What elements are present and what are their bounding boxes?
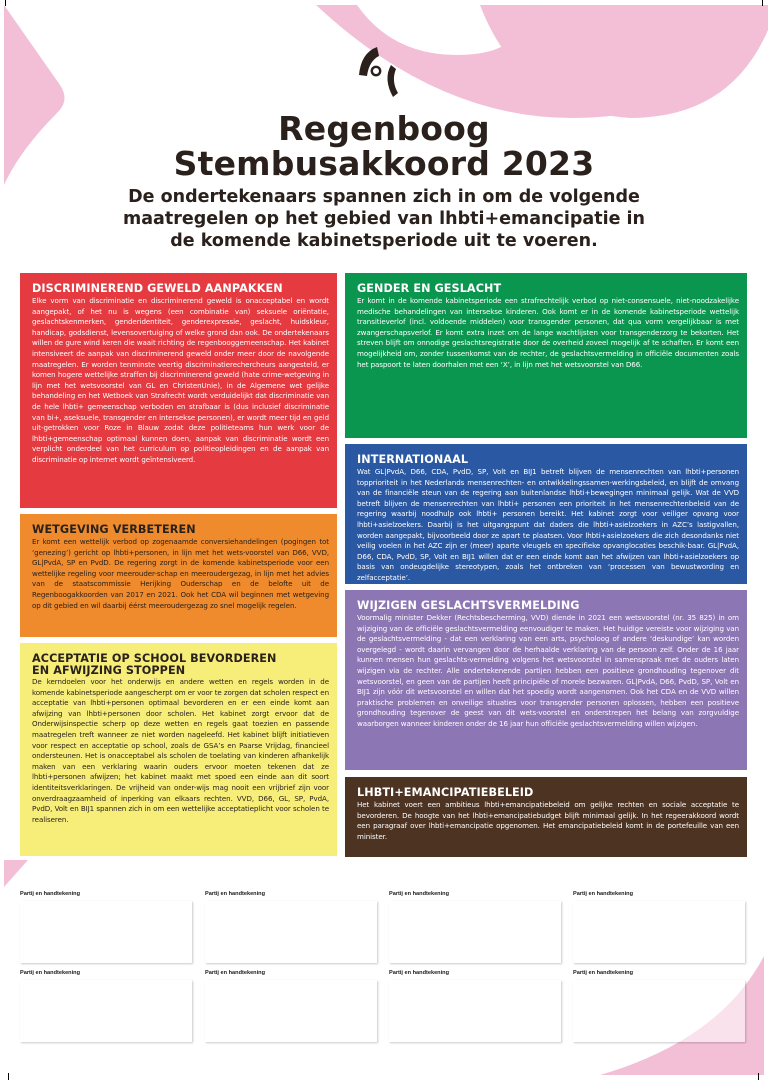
signature-label: Partij en handtekening: [20, 891, 80, 897]
signature-label: Partij en handtekening: [389, 970, 449, 976]
section-body: Er komt in de komende kabinetsperiode een strafrechtelijk verbod op niet-consensuele, niet-noodzakelijke medische behandelingen van intersekse kinderen. Ook komt er in de komende kabinetsperiode wettelijk transitieverlof (incl. voldoende middelen) voor transgender personen, dat qua vorm vergelijkbaar is met zwangerschapsverlof. Er komt extra inzet om de lange wachtlijsten voor transgenderzorg te bekorten. Het streven blijft om onnodige geslachtsregistratie door de overheid zoveel mogelijk af te schaffen. Er komt een mogelijkheid om, zonder tussenkomst van de rechter, de geslachtsvermelding in officiële documenten zoals het paspoort te laten doorhalen met een ‘X’, in lijn met het wetsvoorstel van D66.: [357, 296, 739, 369]
section-wetgeving: [20, 514, 337, 637]
section-geslachtsvermelding: [345, 590, 747, 770]
signature-box[interactable]: [389, 980, 561, 1042]
section-title-line: ACCEPTATIE OP SCHOOL BEVORDEREN: [32, 652, 277, 665]
signature-box[interactable]: [205, 980, 377, 1042]
signature-label: Partij en handtekening: [20, 970, 80, 976]
signature-field[interactable]: [573, 891, 745, 963]
section-discriminerend-geweld: [20, 273, 337, 508]
signature-field[interactable]: [20, 970, 192, 1042]
signature-label: Partij en handtekening: [205, 891, 265, 897]
page-subtitle: [0, 186, 768, 252]
signature-box[interactable]: [573, 901, 745, 963]
section-body: Voormalig minister Dekker (Rechtsbescherming, VVD) diende in 2021 een wetsvoorstel (nr. 35 825) in om wijziging van de officiële geslachtsvermelding eenvoudiger te maken. Het huidige vereiste voor wijziging van de geslachtsvermelding - dat een verklaring van een arts, psycholoog of andere ‘deskundige’ kan worden overgelegd - wordt daarin vervangen door de herhaalde verklaring van de persoon zelf. Onder de 16 jaar kunnen mensen hun geslachts-vermelding volgens het wetsvoorstel in samenspraak met de ouders laten wijzigen via de rechter. Alle ondertekenende partijen hebben een positieve grondhouding tegenover dit wetsvoorstel, en geen van de partijen heeft principiële of morele bezwaren. GL|PvdA, D66, PvdD, SP, Volt en BIJ1 zijn vóór dit wetsvoorstel en willen dat het spoedig wordt aangenomen. Ook het CDA en de VVD willen praktische problemen en onveilige situaties voor transgender personen oplossen, hebben een positieve grondhouding tegenover de geest van dit wets-voorstel en onderstrepen het belang van zorgvuldige waarborgen wanneer kinderen onder de 16 jaar hun officiële geslachtsvermelding willen wijzigen.: [357, 613, 739, 728]
section-body: Er komt een wettelijk verbod op zogenaamde conversiehandelingen (pogingen tot ‘genezing’) gericht op lhbti+personen, in lijn met het wets-voorstel van D66, VVD, GL|PvdA, SP en PvdD. De regering zorgt in de komende kabinetsperiode voor een wettelijke regeling voor meerouder-schap en meeroudergezag, in lijn met het advies van de staatscommissie Herijking Ouderschap en de belofte uit de Regenboogakkoorden van 2017 en 2021. Ook het CDA wil beginnen met wetgeving op dit gebied en wil daarbij éérst meeroudergezag zo snel mogelijk regelen.: [32, 537, 329, 610]
coc-logo-icon: [355, 45, 403, 103]
pink-bottom-left-shape: [0, 855, 40, 895]
signature-box[interactable]: [573, 980, 745, 1042]
section-title-line: EN AFWIJZING STOPPEN: [32, 663, 186, 677]
signature-field[interactable]: [20, 891, 192, 963]
page-title: [0, 111, 768, 181]
section-title: DISCRIMINEREND GEWELD AANPAKKEN: [32, 282, 283, 295]
section-title: GENDER EN GESLACHT: [357, 282, 502, 295]
section-body: Wat GL|PvdA, D66, CDA, PvdD, SP, Volt en BIJ1 betreft blijven de mensenrechten van lhbti+personen topprioriteit in het Nederlands mensenrechten- en ontwikkelingssamen-werkingsbeleid, en blijft de omvang van de financiële steun van de regering aan buitenlandse lhbti+bewegingen minimaal gelijk. Wat de VVD betreft blijven de mensenrechten van lhbti+ personen een prioriteit in het mensenrechtenbeleid van de regering waarbij noodhulp ook lhbti+ personen bereikt. Het kabinet zorgt voor veiliger opvang voor lhbti+asielzoekers. Daarbij is het uitgangspunt dat daders die lhbti+asielzoekers in AZC’s lastigvallen, worden aangepakt, bijvoorbeeld door ze apart te plaatsen. Voor lhbti+asielzoekers die zich desondanks niet veilig voelen in het AZC zijn er (meer) aparte vleugels en specifieke opvanglocaties beschik-baar. GL|PvdA, D66, CDA, PvdD, SP, Volt en BIJ1 willen dat er een einde komt aan het afwijzen van lhbti+asielzoekers op basis van ondeugdelijke stereotypen, zoals het ontbreken van ‘processen van bewustwording en zelfacceptatie’.: [357, 467, 739, 582]
section-title: WETGEVING VERBETEREN: [32, 523, 196, 536]
title-line: Stembusakkoord 2023: [173, 144, 595, 183]
section-title: LHBTI+EMANCIPATIEBELEID: [357, 786, 534, 799]
title-line: Regenboog: [278, 109, 490, 148]
signature-field[interactable]: [205, 891, 377, 963]
subtitle-line: maatregelen op het gebied van lhbti+emancipatie in: [122, 209, 645, 229]
signature-field[interactable]: [389, 970, 561, 1042]
signature-box[interactable]: [20, 901, 192, 963]
section-body: Elke vorm van discriminatie en discriminerend geweld is onacceptabel en wordt aangepakt, of het nu is wegens (een combinatie van) seksuele oriëntatie, geslachtskenmerken, genderidentiteit, genderexpressie, geslacht, huidskleur, handicap, godsdienst, levensovertuiging of welke grond dan ook. De ondertekenaars willen de gure wind keren die waait richting de regenbooggemeenschap. Het kabinet intensiveert de aanpak van discriminerend geweld onder meer door de navolgende maatregelen. Er worden tenminste veertig discriminatierechercheurs aangesteld, er komen hogere wettelijke straffen bij discriminerend geweld (hate crime-wetgeving in lijn met het wetsvoorstel van GL en ChristenUnie), in de Algemene wet gelijke behandeling en het Wetboek van Strafrecht wordt verduidelijkt dat discriminatie van de hele lhbti+ gemeenschap verboden en strafbaar is (dus inclusief discriminatie van bi+, aseksuele, transgender en intersekse personen), er wordt meer tijd en geld uit-getrokken voor Roze in Blauw zodat deze politieteams hun werk voor de lhbti+gemeenschap optimaal kunnen doen, aanpak van discriminatie wordt een verplicht onderdeel van het curriculum op politieopleidingen en de aanpak van discriminatie op internet wordt geïntensiveerd.: [32, 296, 329, 464]
section-body: De kerndoelen voor het onderwijs en andere wetten en regels worden in de komende kabinetsperiode aangescherpt om er voor te zorgen dat scholen respect en acceptatie van lhbti+personen optimaal bevorderen en er een einde komt aan afwijzing van lhbti+personen door scholen. Het kabinet zorgt ervoor dat de Onderwijsinspectie scherp op deze wetten en regels gaat toezien en passende maatregelen treft wanneer ze niet worden nageleefd. Het kabinet blijft initiatieven voor respect en acceptatie op school, zoals de GSA’s en Paarse Vrijdag, financieel ondersteunen. Het is onacceptabel als scholen de toelating van kinderen afhankelijk maken van een verklaring waarin ouders ervoor moeten tekenen dat ze lhbti+personen afwijzen; het kabinet maakt met spoed een einde aan dit soort identiteitsverklaringen. De vrijheid van onder-wijs mag nooit een vrijbrief zijn voor onverdraagzaamheid of inperking van elkaars rechten. VVD, D66, GL, SP, PvdA, PvdD, Volt en BIJ1 spannen zich in om een wettelijke acceptatieplicht voor scholen te realiseren.: [32, 677, 329, 824]
subtitle-line: de komende kabinetsperiode uit te voeren.: [170, 231, 598, 251]
signature-label: Partij en handtekening: [389, 891, 449, 897]
section-emancipatiebeleid: [345, 777, 747, 857]
signature-field[interactable]: [205, 970, 377, 1042]
crop-mark: [762, 0, 763, 6]
signature-label: Partij en handtekening: [573, 891, 633, 897]
signature-field[interactable]: [573, 970, 745, 1042]
section-title: [32, 653, 329, 676]
crop-mark: [8, 1073, 9, 1080]
section-acceptatie-school: [20, 643, 337, 856]
pink-mid-arc-shape: [480, 0, 768, 125]
section-body: Het kabinet voert een ambitieus lhbti+emancipatiebeleid om gelijke rechten en sociale acceptatie te bevorderen. De hoogte van het lhbti+emancipatiebudget blijft minimaal gelijk. In het regeerakkoord wordt een paragraaf over lhbti+emancipatie opgenomen. Het emancipatiebeleid komt in de portefeuille van een minister.: [357, 800, 739, 841]
section-title: INTERNATIONAAL: [357, 453, 469, 466]
crop-mark: [758, 1073, 759, 1080]
signature-box[interactable]: [205, 901, 377, 963]
crop-mark: [5, 0, 6, 6]
section-internationaal: [345, 444, 747, 584]
signature-label: Partij en handtekening: [573, 970, 633, 976]
section-title: WIJZIGEN GESLACHTSVERMELDING: [357, 599, 580, 612]
signature-box[interactable]: [389, 901, 561, 963]
section-gender-geslacht: [345, 273, 747, 438]
subtitle-line: De ondertekenaars spannen zich in om de volgende: [128, 187, 640, 207]
signature-label: Partij en handtekening: [205, 970, 265, 976]
signature-field[interactable]: [389, 891, 561, 963]
signature-box[interactable]: [20, 980, 192, 1042]
